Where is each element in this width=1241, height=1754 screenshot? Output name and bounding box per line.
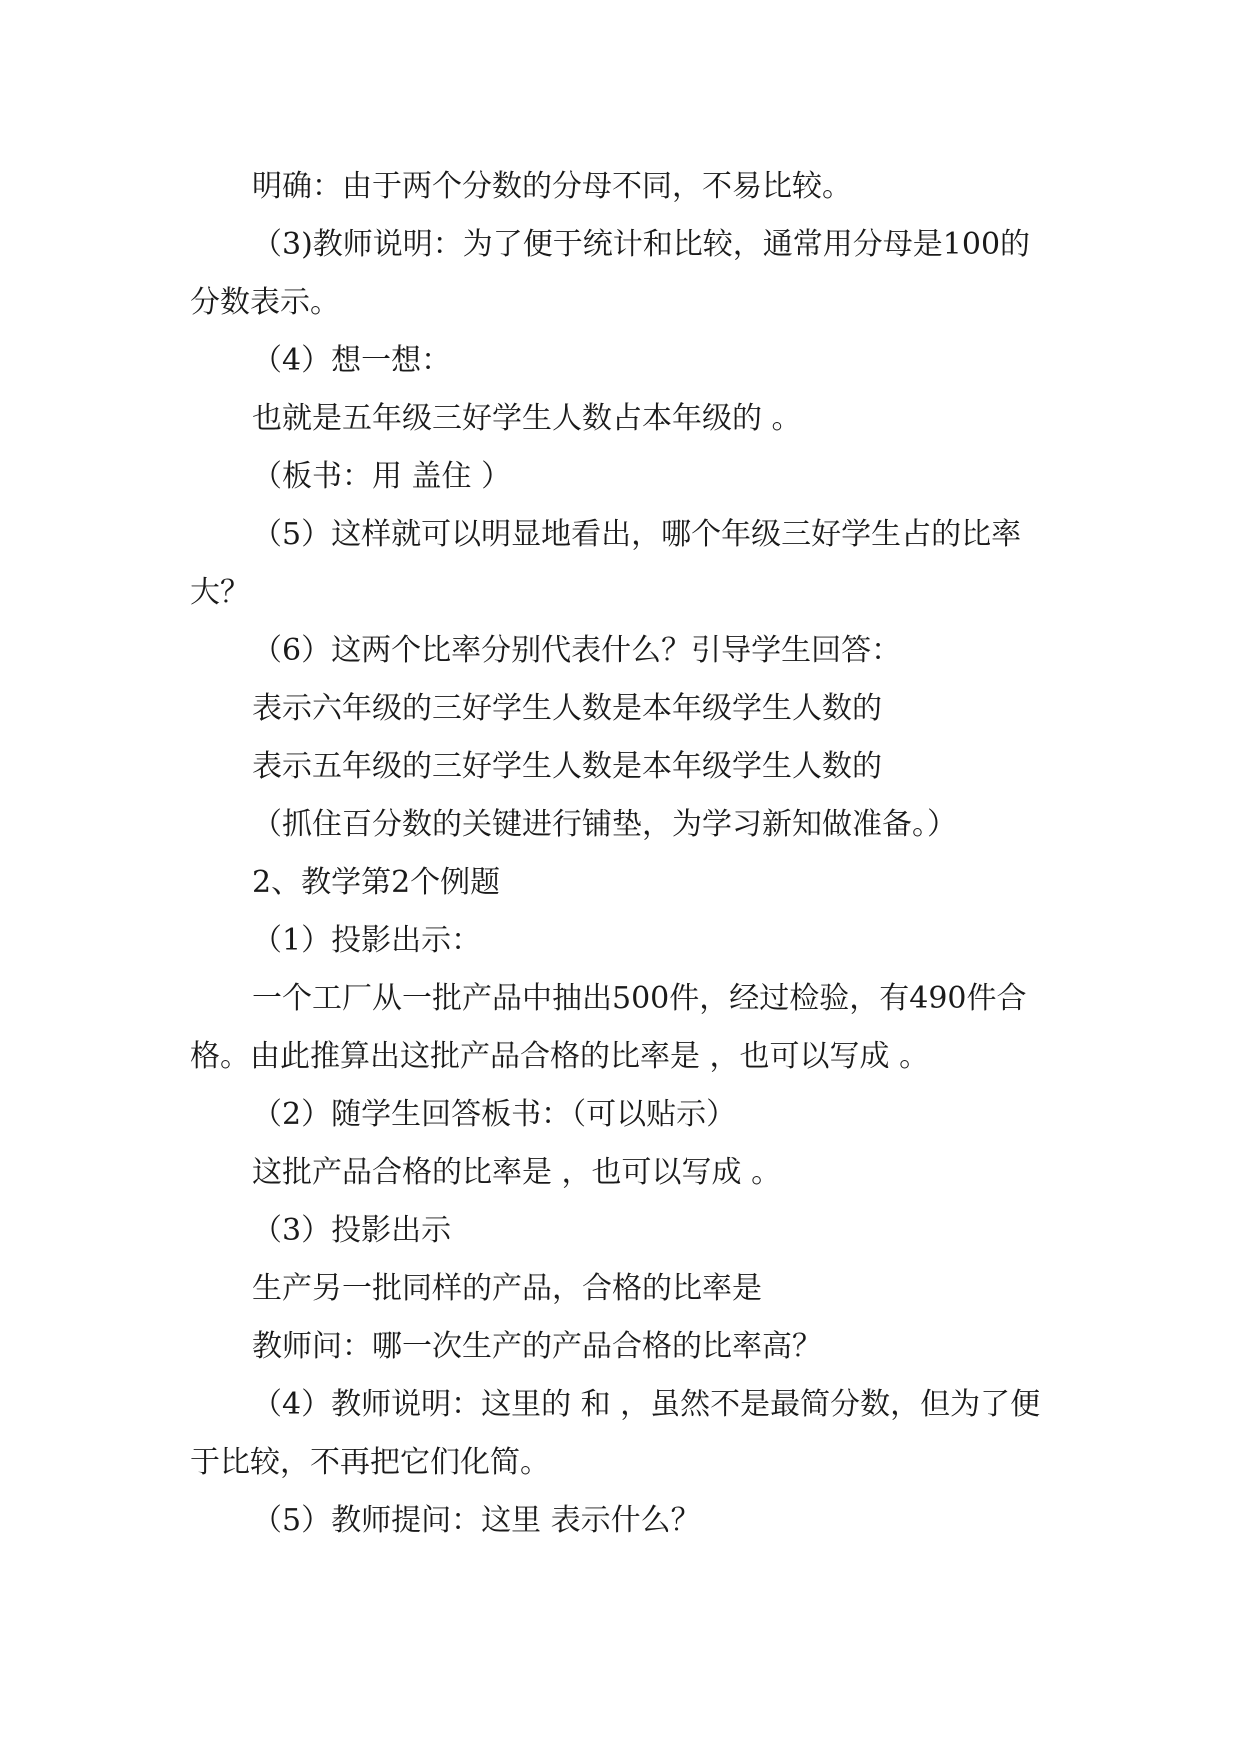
paragraph: 教师问：哪一次生产的产品合格的比率高？ — [252, 1329, 822, 1364]
paragraph: （抓住百分数的关键进行铺垫，为学习新知做准备。） — [252, 807, 957, 842]
paragraph: 表示六年级的三好学生人数是本年级学生人数的 — [252, 691, 882, 726]
paragraph: 也就是五年级三好学生人数占本年级的 。 — [252, 401, 802, 436]
paragraph: 一个工厂从一批产品中抽出500件，经过检验，有490件合格。由此推算出这批产品合格的比率是 ，也可以写成 。 — [190, 981, 1027, 1074]
paragraph: （板书：用 盖住 ） — [252, 459, 512, 494]
paragraph: （5）这样就可以明显地看出，哪个年级三好学生占的比率大？ — [190, 517, 1022, 610]
section-heading: 2、教学第2个例题 — [252, 865, 501, 900]
paragraph: 明确：由于两个分数的分母不同，不易比较。 — [252, 169, 852, 204]
document-body — [190, 158, 1050, 1550]
paragraph: （3）投影出示 — [252, 1213, 452, 1248]
paragraph: （5）教师提问：这里 表示什么？ — [252, 1503, 701, 1538]
paragraph: 生产另一批同样的产品，合格的比率是 — [252, 1271, 762, 1306]
paragraph: 表示五年级的三好学生人数是本年级学生人数的 — [252, 749, 882, 784]
paragraph: （2）随学生回答板书：（可以贴示） — [252, 1097, 737, 1132]
paragraph: （4）想一想： — [252, 343, 452, 378]
paragraph: （6）这两个比率分别代表什么？引导学生回答： — [252, 633, 902, 668]
paragraph: （4）教师说明：这里的 和 ，虽然不是最简分数，但为了便于比较，不再把它们化简。 — [190, 1387, 1041, 1480]
paragraph: （1）投影出示： — [252, 923, 482, 958]
paragraph: （3)教师说明：为了便于统计和比较，通常用分母是100的分数表示。 — [190, 227, 1031, 320]
paragraph: 这批产品合格的比率是 ，也可以写成 。 — [252, 1155, 782, 1190]
